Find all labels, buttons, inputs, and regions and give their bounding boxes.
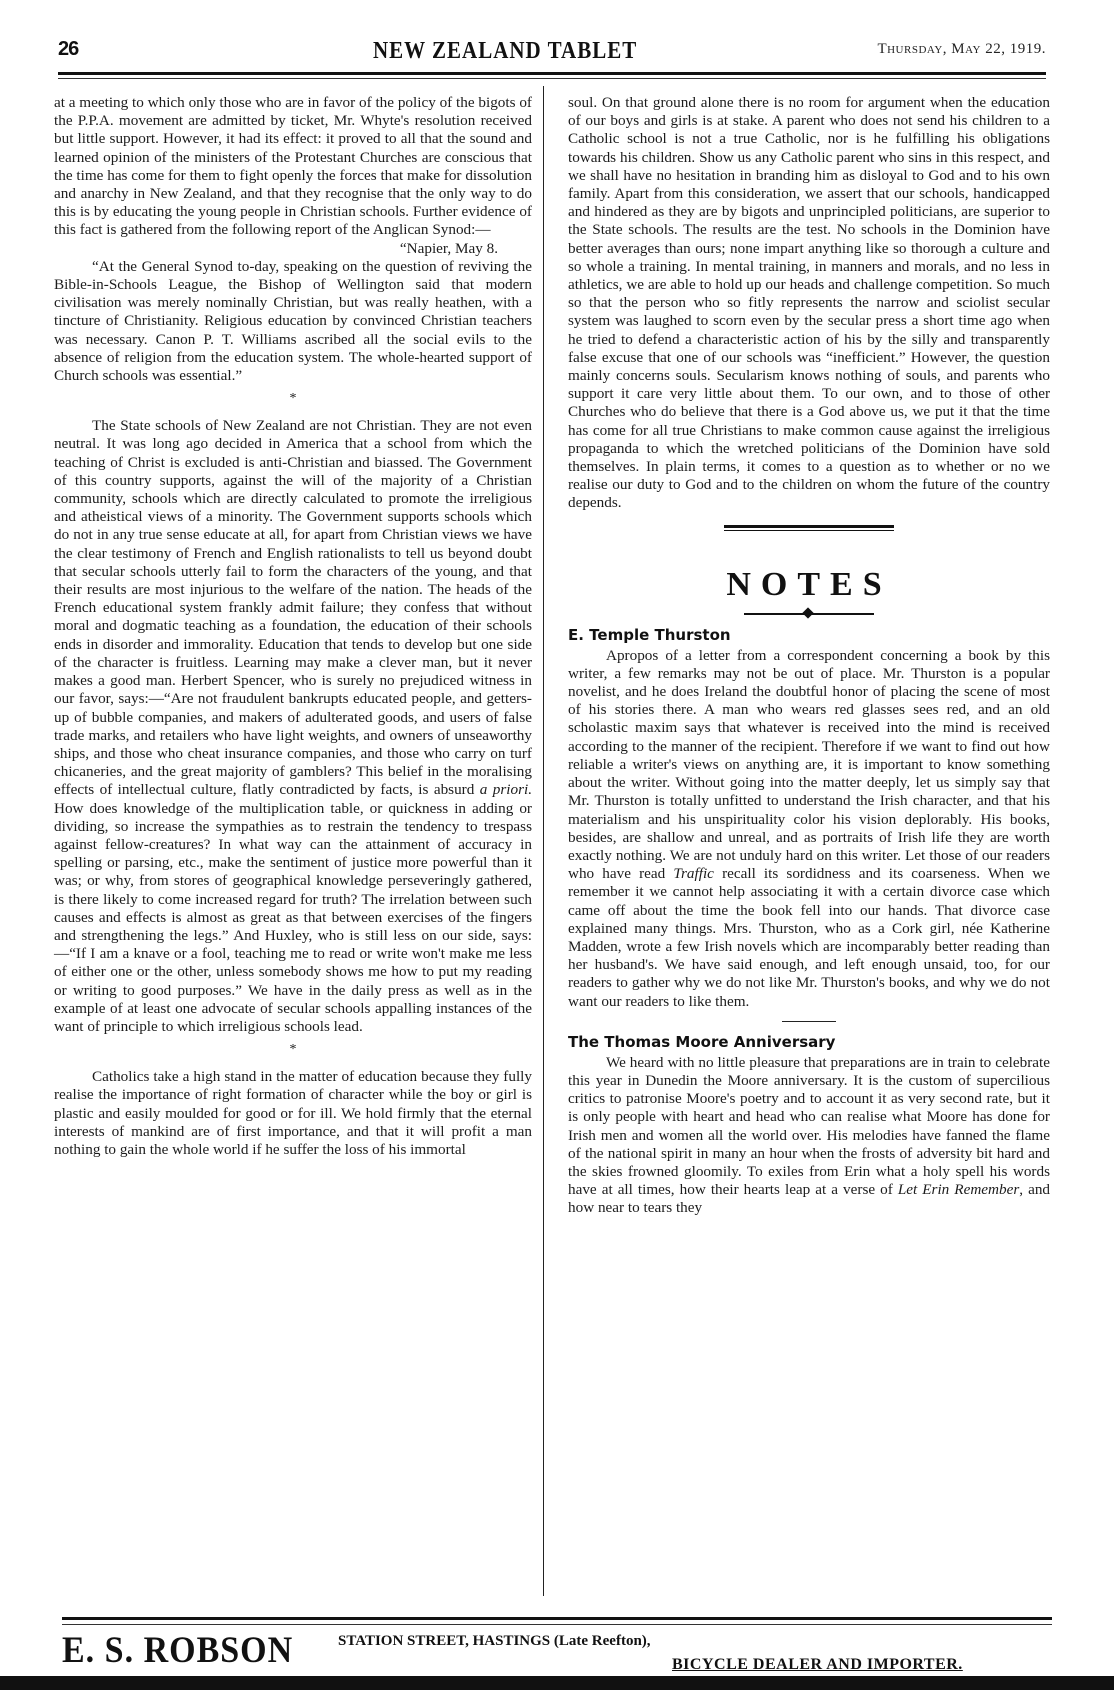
newspaper-title: NEW ZEALAND TABLET [373,36,638,64]
paragraph: at a meeting to which only those who are in favor of the policy of the bigots of the P.P.A. movement are admitted by ticket, Mr. Whyte's resolution received but little support. However, it had its effect: it proved to all that the sound and learned opinion of the ministers of the Protestant Churches are conscious that the time has come for them to fight openly the forces that make for dissolution and anarchy in New Zealand, and that they recognise that the only way to do this is by educating the young people in Christian schools. Further evidence of this fact is gathered from the following report of the Anglican Synod:— [54,94,532,239]
footer-rule-thin [62,1624,1052,1625]
note-body-thurston [568,647,1050,1011]
note-heading-thurston: E. Temple Thurston [568,625,731,644]
paragraph-text: How does knowledge of the multiplication table, or quickness in adding or dividing, so increase the sympathies as to restrain the tendency to trespass against fellow-creatures? In what way can the attainment of accuracy in spelling or parsing, etc., make the sentiment of justice more powerful than it was; or why, from stores of geographical knowledge perseveringly gathered, is there likely to come increased regard for truth? The irrelation between such causes and effects is almost as great as that between exercises of the fingers and strengthening the legs.” And Huxley, who is still less on our side, says:—“If I am a knave or a fool, teaching me to read or write won't make me less of either one or the other, unless somebody shows me how to put my reading or writing to good purposes.” We have in the daily press as well as in the example of at least one advocate of secular schools appalling instances of the want of principle to which irreligious schools lead. [54,799,532,1035]
masthead-rule-thin [58,78,1046,79]
advertiser-name: E. S. ROBSON [62,1630,294,1671]
footer-rule-thick [62,1617,1052,1620]
paragraph-text: , and how near to tears they [568,1181,1051,1217]
paragraph: soul. On that ground alone there is no room for argument when the education of our boys and girls is at stake. A parent who does not send his children to a Catholic school is not a true Catholic, nor is he fulfilling his obligations towards his children. Show us any Catholic parent who sins in this respect, and we shall have no hesitation in branding him as disloyal to God and to his own family. Apart from this consideration, we assert that our schools, handicapped and hindered as they are by bigots and unprincipled politicians, are superior to the State schools. The results are the test. No schools in the Dominion have better averages than ours; none impart anything like so thorough a culture and so whole a training. In mental training, in manners and morals, and no less in athletics, we are able to hold up our heads and challenge competition. So much so that the person who so fitly represents the narrow and sciolist secular system was laughed to scorn even by the secular press a short time ago when he tried to defend a characteristic action of his by the silly and transparently false excuse that one of our schools was “inefficient.” However, the question mainly concerns souls. Secularism knows nothing of souls, and parents who support it care very little about them. To our own, and to those of other Churches who do believe that there is a God above us, we put it that the time has come for all true Christians to make common cause against the irreligious propaganda to which the wretched politicians of the Dominion have sold themselves. In plain terms, it comes to a question as to whether or no we realise our duty to God and to the children on whom the future of the country depends. [568,94,1050,512]
issue-date: Thursday, May 22, 1919. [877,41,1046,57]
book-title: Traffic [673,865,714,883]
synod-quote: “At the General Synod to-day, speaking on the question of reviving the Bible-in-Schools League, the Bishop of Wellington said that modern civilisation was merely nominally Christian, but was really heathen, with a tincture of Christianity. Religious education by convinced Christian teachers was necessary. Canon P. T. Williams ascribed all the social evils to the absence of religion from the education system. The whole-hearted support of Church schools was essential.” [54,257,532,385]
paragraph-text: recall its sordidness and its coarseness. When we remember it we cannot help associating it with a certain divorce case which came off about the time the book fell into our hands. That divorce case explained many things. Mrs. Thurston, who as a Cork girl, née Katherine Madden, wrote a few Irish novels which are incomparably better reading than her husband's. We have said enough, and left enough unsaid, too, for our readers to gather why we do not like Mr. Thurston's books, and why we do not want our readers to like them. [568,865,1050,1010]
section-separator-asterisk: * [289,1042,297,1058]
paragraph: Catholics take a high stand in the matter of education because they fully realise the importance of right formation of character while the boy or girl is plastic and easily moulded for good or for ill. We hold firmly that the eternal interests of mankind are of first importance, and that it will profit a man nothing to gain the whole world if he suffer the loss of his immortal [54,1068,532,1158]
diamond-ornament-icon [744,609,874,619]
note-divider [782,1021,836,1022]
column-divider [543,86,544,1596]
paragraph-text: The State schools of New Zealand are not Christian. They are not even neutral. It was long ago decided in America that a school from which the teaching of Christ is excluded is anti-Christian and biassed. The Government of this country supports, against the will of the majority of a Christian community, schools which are directly calculated to promote the irreligious and atheistical views of a minority. The Government supports schools which do not in any true sense educate at all, for apart from Christian views we have the clear testimony of French and English rationalists to tell us beyond doubt that secular schools utterly fail to form the characters of the young, and that their results are most injurious to the welfare of the nation. The heads of the French educational system frankly admit failure; they confess that without moral and dogmatic teaching as a foundation, the education of their schools ends in disorder and immorality. Education that tends to develop but one side of the character is fruitless. Learning may make a clever man, but it never makes a good man. Herbert Spencer, who is surely no prejudiced witness in our favor, says:—“Are not fraudulent bankrupts educated people, and getters-up of bubble companies, and makers of adulterated goods, and users of false trade marks, and retailers who have light weights, and owners of unseaworthy ships, and those who cheat insurance companies, and those who carry on turf chicaneries, and the great majority of gamblers? This belief in the moralising effects of intellectual culture, flatly contradicted by facts, is absurd [54,417,532,799]
footer-black-bar [0,1676,1114,1690]
section-separator-asterisk: * [289,391,297,407]
note-body-moore [568,1054,1050,1218]
notes-section-heading: NOTES [726,565,892,603]
advertiser-address: STATION STREET, HASTINGS (Late Reefton), [338,1633,651,1649]
paragraph-text: Apropos of a letter from a correspondent concerning a book by this writer, a few remarks may not be out of place. Mr. Thurston is a popular novelist, and he does Ireland the doubtful honor of placing the scene of most of his stories there. A man who wears red glasses sees red, and an old scholastic maxim says that whatever is received into the mind is received according to the manner of the recipient. Therefore if we want to find out how reliable a writer's views on anything are, it is important to know something about the writer. Without going into the matter deeply, let us simply say that Mr. Thurston is totally unfitted to understand the Irish character, and that his materialism and his unspirituality color his vision deplorably. His books, besides, are shallow and unreal, and as portraits of Irish life they are worth exactly nothing. We are not unduly hard on this writer. Let those of our readers who have read [568,646,1050,883]
paragraph-text: We heard with no little pleasure that preparations are in train to celebrate this year in Dunedin the Moore anniversary. It is the custom of supercilious critics to patronise Moore's poetry and to account it as very second rate, but it is only people with heart and head who can realise what Moore has done for Irish men and women all the world over. His melodies have fanned the flame of the national spirit in many an hour when the frosts of adversity bit hard and the skies frowned gloomily. To exiles from Erin what a holy spell his words have at all times, how their hearts leap at a verse of [568,1053,1050,1199]
paragraph [54,417,532,1036]
masthead-rule-thick [58,72,1046,75]
dateline: “Napier, May 8. [399,239,498,257]
italic-phrase: a priori. [479,781,532,799]
section-double-rule [724,525,894,531]
note-heading-moore: The Thomas Moore Anniversary [568,1032,836,1051]
advertiser-trade: BICYCLE DEALER AND IMPORTER. [672,1656,963,1673]
page-number: 26 [58,38,79,60]
right-column [568,94,1050,1218]
left-column [54,94,532,1159]
masthead [58,38,1046,68]
song-title: Let Erin Remember [897,1181,1020,1199]
